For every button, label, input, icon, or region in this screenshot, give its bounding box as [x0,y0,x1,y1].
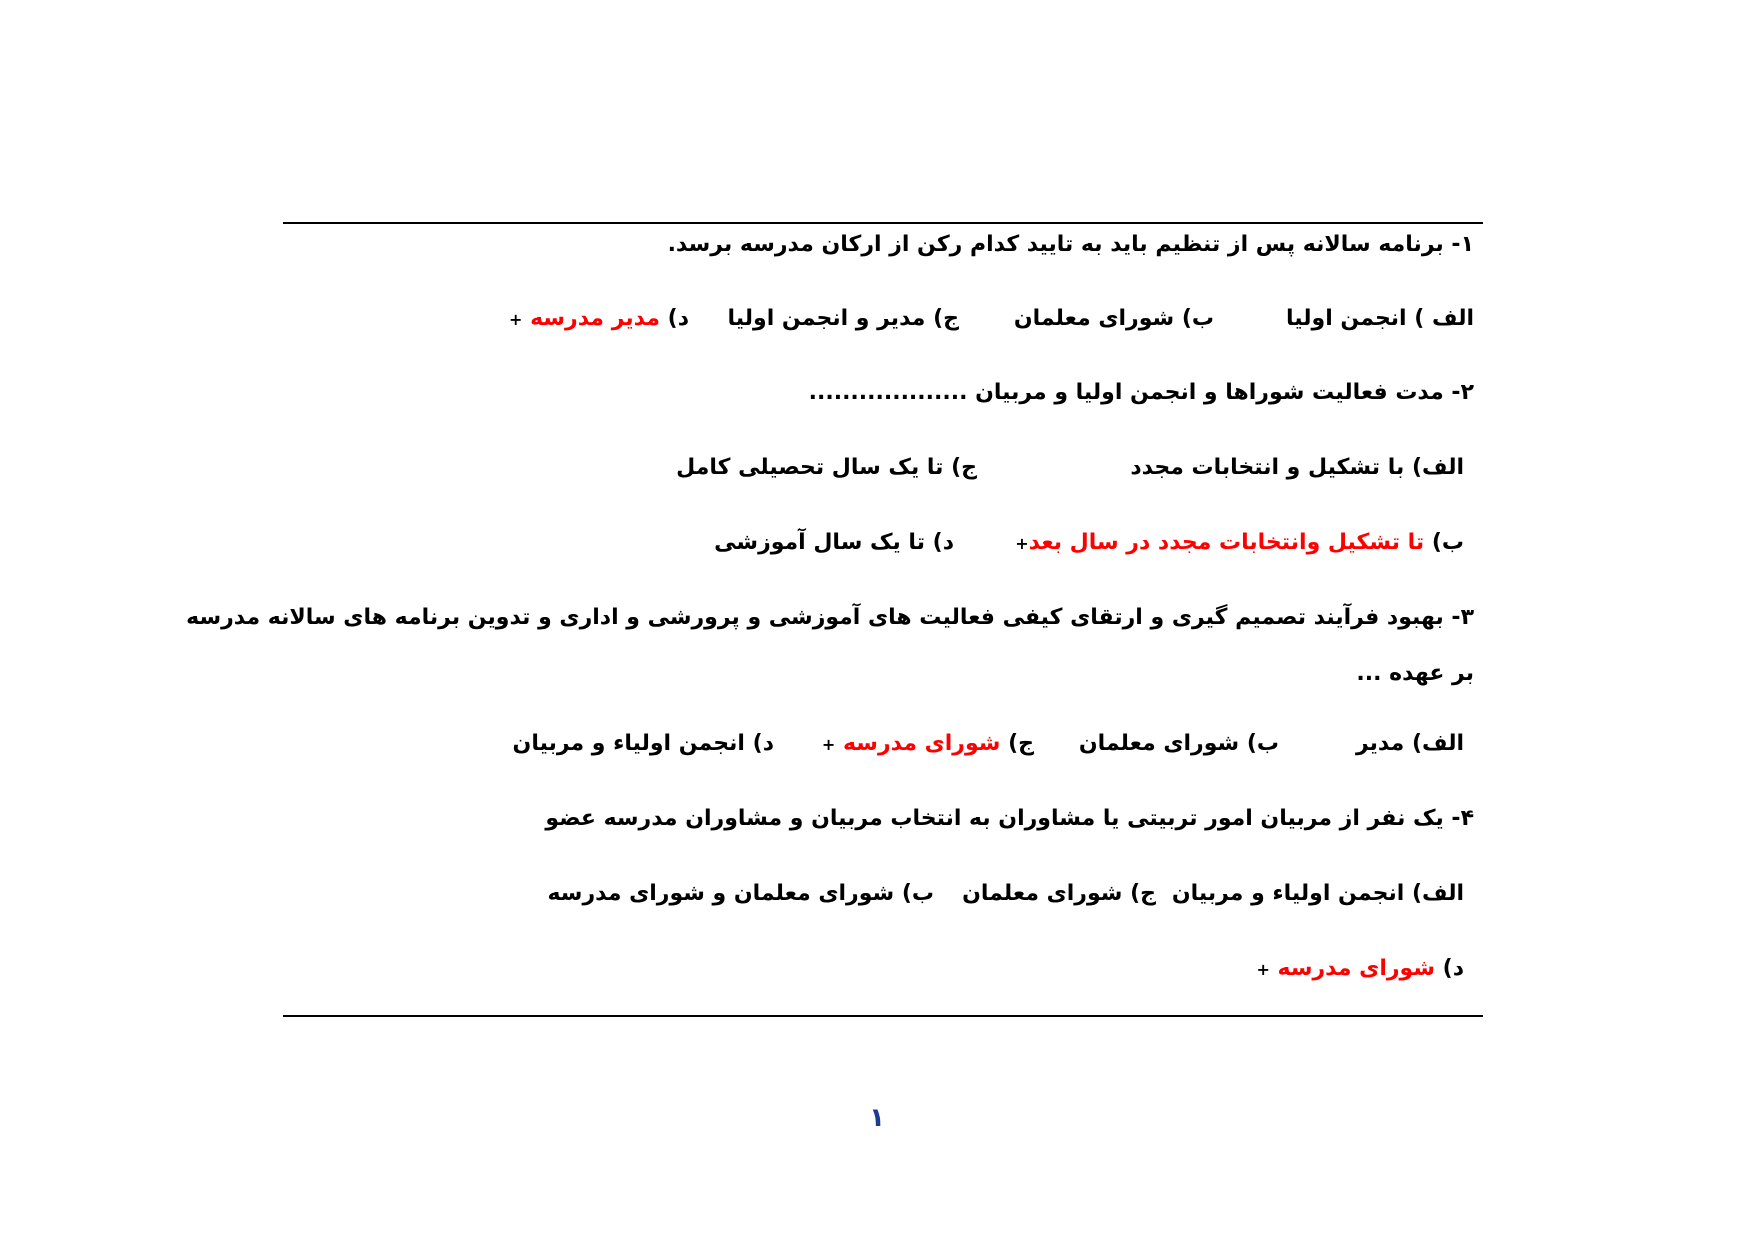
correct-marker: + [1015,534,1029,553]
question-3-stem-line-2: بر عهده ... [1356,661,1474,686]
option-text: انجمن اولیاء و مربیان [512,731,745,756]
option-label: د) [932,530,954,555]
option-label: د) [667,306,689,331]
option-label: ج) [1008,731,1034,756]
correct-answer-text: مدیر مدرسه [530,306,660,331]
q3-option-b [1079,728,1279,760]
option-text: انجمن اولیا [1286,306,1407,331]
option-label: ب) [1431,530,1464,555]
option-label: د) [752,731,774,756]
top-rule [283,222,1483,224]
option-text: شورای معلمان [962,881,1123,906]
q4-option-d [1256,953,1464,986]
option-text: مدیر و انجمن اولیا [727,306,926,331]
page-number: ۱ [869,1103,885,1133]
option-text: با تشکیل و انتخابات مجدد [1130,455,1405,480]
q1-option-d [509,303,689,336]
q4-option-a [1172,878,1464,910]
question-1-stem: ۱- برنامه سالانه پس از تنظیم باید به تایید کدام رکن از ارکان مدرسه برسد. [667,232,1474,257]
q1-option-a [1286,303,1474,335]
option-label: ج) [933,306,959,331]
option-label: ب) [901,881,934,906]
option-text: شورای معلمان و شورای مدرسه [547,881,895,906]
correct-marker: + [1256,960,1270,979]
correct-marker: + [508,310,523,329]
option-label: الف) [1411,731,1464,756]
option-label: ب) [1181,306,1214,331]
question-4-stem: ۴- یک نفر از مربیان امور تربیتی یا مشاوران به انتخاب مربیان و مشاوران مدرسه عضو [545,806,1474,831]
q3-option-d [513,728,774,760]
option-label: د) [1442,956,1464,981]
question-3-stem-line-1: ۳- بهبود فرآیند تصمیم گیری و ارتقای کیفی فعالیت های آموزشی و پرورشی و اداری و تدوین برنامه های سالانه مدرسه [186,605,1474,630]
q1-option-b [1014,303,1214,335]
q4-option-b [547,878,934,910]
bottom-rule [283,1015,1483,1017]
q1-option-c [728,303,959,335]
option-text: مدیر [1355,731,1405,756]
option-label: ج) [951,455,977,480]
correct-marker: + [821,735,836,754]
option-text: تا یک سال آموزشی [714,530,925,555]
option-label: الف ) [1414,306,1474,331]
option-text: شورای معلمان [1013,306,1175,331]
option-label: الف) [1411,455,1464,480]
correct-answer-text: شورای مدرسه [842,731,1001,756]
option-label: ج) [1130,881,1156,906]
option-text: انجمن اولیاء و مربیان [1171,881,1405,906]
option-label: ب) [1246,731,1279,756]
question-2-stem: ۲- مدت فعالیت شوراها و انجمن اولیا و مربیان ................... [808,380,1474,405]
q3-option-c [822,728,1034,761]
correct-answer-text: تا تشکیل وانتخابات مجدد در سال بعد [1028,530,1425,555]
q2-option-a [1130,452,1464,484]
option-text: تا یک سال تحصیلی کامل [676,455,944,480]
option-text: شورای معلمان [1078,731,1240,756]
q2-option-c [676,452,977,484]
q4-option-c [962,878,1156,910]
q3-option-a [1356,728,1464,760]
correct-answer-text: شورای مدرسه [1277,956,1435,981]
option-label: الف) [1411,881,1464,906]
q2-option-b [1015,527,1464,560]
q2-option-d [714,527,954,559]
